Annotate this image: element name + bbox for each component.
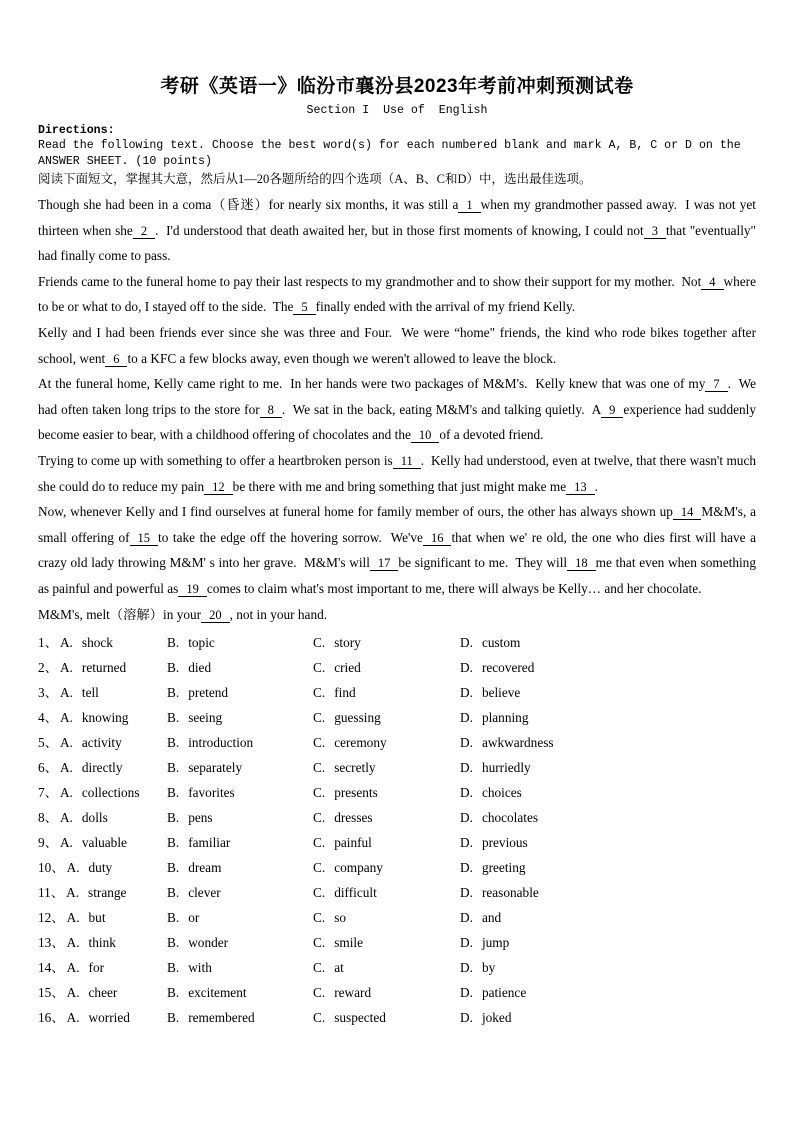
option-label: A. — [59, 635, 73, 651]
cloze-blank-19: 19 — [178, 582, 207, 597]
passage-paragraph: Though she had been in a coma（昏迷）for nearly six months, it was still a 1 when my grandmother passed away. I was not yet thirteen when she 2 . I'd understood that death awaited her, but in those first moments of knowing, I could not 3 that "eventually" had finally come to pass. — [38, 197, 760, 264]
option-cell-b — [167, 905, 313, 930]
directions-block — [38, 123, 756, 188]
option-text: clever — [188, 885, 221, 901]
question-number: 10、 — [38, 860, 65, 876]
option-text: jump — [481, 935, 510, 951]
passage-paragraph: Trying to come up with something to offer a heartbroken person is 11 . Kelly had understood, even at twelve, that there wasn't much she could do to reduce my pain 12 be there with me and bring something that just might make me 13 . — [38, 452, 760, 494]
cloze-blank-2: 2 — [133, 224, 155, 239]
cloze-blank-15: 15 — [130, 531, 159, 546]
option-text: wonder — [188, 935, 229, 951]
option-label: C. — [313, 635, 326, 651]
question-row — [38, 655, 756, 680]
option-text: pretend — [188, 685, 229, 701]
option-label: D. — [460, 760, 473, 776]
option-text: cheer — [88, 985, 118, 1001]
option-cell-c — [313, 830, 460, 855]
option-label: D. — [460, 635, 473, 651]
option-cell-a — [38, 905, 167, 930]
option-text: dresses — [334, 810, 373, 826]
option-label: D. — [460, 835, 473, 851]
option-text: believe — [481, 685, 521, 701]
cloze-blank-4: 4 — [701, 275, 723, 290]
option-label: D. — [460, 735, 473, 751]
option-cell-a — [38, 655, 167, 680]
option-label: A. — [59, 810, 73, 826]
cloze-blank-20: 20 — [201, 608, 230, 623]
option-label: A. — [59, 735, 73, 751]
question-row — [38, 980, 756, 1005]
option-text: joked — [481, 1010, 512, 1026]
option-label: A. — [59, 835, 73, 851]
directions-text-chinese: 阅读下面短文，掌握其大意，然后从1—20各题所给的四个选项（A、B、C和D）中，选出最佳选项。 — [38, 172, 592, 186]
cloze-blank-6: 6 — [105, 352, 127, 367]
option-text: cried — [334, 660, 361, 676]
question-row — [38, 730, 756, 755]
option-label: D. — [460, 885, 473, 901]
question-number: 8、 — [38, 810, 58, 826]
option-label: B. — [167, 785, 180, 801]
option-label: B. — [167, 985, 180, 1001]
option-text: reward — [334, 985, 372, 1001]
option-text: greeting — [481, 860, 526, 876]
option-cell-c — [313, 880, 460, 905]
option-cell-b — [167, 680, 313, 705]
option-text: but — [88, 910, 106, 926]
option-cell-c — [313, 755, 460, 780]
option-cell-d — [460, 780, 756, 805]
option-label: B. — [167, 735, 180, 751]
option-label: B. — [167, 910, 180, 926]
option-text: previous — [481, 835, 528, 851]
question-row — [38, 755, 756, 780]
passage-paragraph: Kelly and I had been friends ever since she was three and Four. We were “home" friends, the kind who rode bikes together after school, went 6 to a KFC a few blocks away, even though we weren't allowed to leave the block. — [38, 324, 760, 366]
question-row — [38, 630, 756, 655]
question-number: 7、 — [38, 785, 58, 801]
questions-list — [38, 630, 756, 1030]
option-cell-c — [313, 855, 460, 880]
question-row — [38, 830, 756, 855]
option-cell-a — [38, 830, 167, 855]
option-text: ceremony — [334, 735, 387, 751]
directions-label: Directions: — [38, 124, 115, 137]
option-label: D. — [460, 910, 473, 926]
option-label: C. — [313, 785, 326, 801]
option-text: favorites — [188, 785, 235, 801]
option-text: strange — [88, 885, 127, 901]
option-label: A. — [59, 760, 73, 776]
option-label: C. — [313, 910, 326, 926]
option-text: patience — [481, 985, 527, 1001]
option-label: D. — [460, 860, 473, 876]
option-text: and — [481, 910, 502, 926]
option-label: D. — [460, 685, 473, 701]
option-text: company — [334, 860, 383, 876]
option-cell-a — [38, 880, 167, 905]
question-row — [38, 805, 756, 830]
option-text: remembered — [188, 1010, 255, 1026]
option-text: worried — [88, 1010, 130, 1026]
option-text: returned — [81, 660, 127, 676]
option-label: B. — [167, 1010, 180, 1026]
section-heading: Section I Use of English — [306, 104, 488, 117]
option-cell-d — [460, 630, 756, 655]
option-cell-d — [460, 680, 756, 705]
option-text: separately — [188, 760, 243, 776]
option-cell-d — [460, 830, 756, 855]
option-label: D. — [460, 1010, 473, 1026]
option-text: died — [188, 660, 212, 676]
question-row — [38, 930, 756, 955]
question-number: 2、 — [38, 660, 58, 676]
option-label: C. — [313, 760, 326, 776]
option-cell-d — [460, 980, 756, 1005]
question-number: 4、 — [38, 710, 58, 726]
option-text: custom — [481, 635, 521, 651]
question-row — [38, 880, 756, 905]
option-text: valuable — [81, 835, 127, 851]
option-cell-a — [38, 805, 167, 830]
option-label: C. — [313, 985, 326, 1001]
option-label: B. — [167, 935, 180, 951]
option-label: A. — [59, 785, 73, 801]
option-cell-d — [460, 905, 756, 930]
option-cell-c — [313, 805, 460, 830]
question-row — [38, 905, 756, 930]
option-cell-c — [313, 905, 460, 930]
option-label: A. — [66, 910, 80, 926]
option-text: duty — [88, 860, 113, 876]
option-text: smile — [334, 935, 364, 951]
option-label: A. — [66, 860, 80, 876]
option-label: A. — [59, 660, 73, 676]
question-row — [38, 705, 756, 730]
cloze-blank-16: 16 — [423, 531, 452, 546]
option-cell-a — [38, 1005, 167, 1030]
option-label: A. — [59, 710, 73, 726]
option-cell-a — [38, 680, 167, 705]
option-cell-a — [38, 630, 167, 655]
cloze-blank-3: 3 — [644, 224, 666, 239]
option-cell-c — [313, 730, 460, 755]
option-cell-d — [460, 955, 756, 980]
option-text: painful — [334, 835, 372, 851]
passage — [38, 192, 760, 627]
option-cell-d — [460, 805, 756, 830]
option-label: C. — [313, 1010, 326, 1026]
option-cell-b — [167, 655, 313, 680]
page-title: 考研《英语一》临汾市襄汾县2023年考前冲刺预测试卷 — [160, 76, 634, 97]
question-number: 1、 — [38, 635, 58, 651]
option-cell-d — [460, 880, 756, 905]
option-cell-d — [460, 755, 756, 780]
option-text: shock — [81, 635, 113, 651]
option-label: C. — [313, 710, 326, 726]
question-number: 6、 — [38, 760, 58, 776]
passage-paragraph: At the funeral home, Kelly came right to me. In her hands were two packages of M&M's. Kelly knew that was one of my 7 . We had often taken long trips to the store for 8 . We sat in the back, eating M&M's and talking quietly. A 9 experience had suddenly become easier to bear, with a childhood offering of chocolates and the 10 of a devoted friend. — [38, 376, 760, 443]
option-text: introduction — [188, 735, 254, 751]
question-number: 5、 — [38, 735, 58, 751]
option-label: C. — [313, 960, 326, 976]
option-text: topic — [188, 635, 215, 651]
option-label: A. — [59, 685, 73, 701]
option-cell-b — [167, 930, 313, 955]
option-text: with — [188, 960, 212, 976]
option-text: or — [188, 910, 200, 926]
option-cell-b — [167, 705, 313, 730]
option-cell-a — [38, 955, 167, 980]
option-cell-c — [313, 930, 460, 955]
option-label: B. — [167, 860, 180, 876]
option-cell-a — [38, 705, 167, 730]
option-text: difficult — [334, 885, 377, 901]
option-cell-b — [167, 830, 313, 855]
option-label: A. — [66, 985, 80, 1001]
question-number: 13、 — [38, 935, 65, 951]
option-label: D. — [460, 785, 473, 801]
passage-paragraph: Friends came to the funeral home to pay their last respects to my grandmother and to show their support for my mother. Not 4 where to be or what to do, I stayed off to the side. The 5 finally ended with the arrival of my friend Kelly. — [38, 273, 760, 315]
option-text: activity — [81, 735, 122, 751]
option-label: D. — [460, 710, 473, 726]
option-cell-d — [460, 705, 756, 730]
option-cell-b — [167, 630, 313, 655]
option-label: C. — [313, 685, 326, 701]
option-cell-b — [167, 755, 313, 780]
option-text: at — [334, 960, 344, 976]
question-row — [38, 955, 756, 980]
option-text: story — [334, 635, 361, 651]
option-text: recovered — [481, 660, 535, 676]
passage-paragraph: M&M's, melt（溶解）in your 20 , not in your hand. — [38, 606, 328, 622]
option-label: C. — [313, 735, 326, 751]
option-text: collections — [81, 785, 140, 801]
option-text: hurriedly — [481, 760, 531, 776]
option-cell-c — [313, 980, 460, 1005]
question-number: 9、 — [38, 835, 58, 851]
option-label: D. — [460, 935, 473, 951]
option-label: B. — [167, 660, 180, 676]
cloze-blank-17: 17 — [370, 556, 399, 571]
option-text: choices — [481, 785, 522, 801]
option-label: B. — [167, 835, 180, 851]
option-cell-b — [167, 855, 313, 880]
option-cell-d — [460, 855, 756, 880]
option-label: C. — [313, 810, 326, 826]
option-cell-b — [167, 955, 313, 980]
question-row — [38, 780, 756, 805]
option-cell-c — [313, 1005, 460, 1030]
option-text: pens — [188, 810, 213, 826]
option-text: think — [88, 935, 116, 951]
option-cell-d — [460, 655, 756, 680]
option-label: B. — [167, 885, 180, 901]
cloze-blank-5: 5 — [293, 300, 315, 315]
option-text: awkwardness — [481, 735, 554, 751]
cloze-blank-12: 12 — [204, 480, 233, 495]
option-cell-a — [38, 755, 167, 780]
option-cell-b — [167, 780, 313, 805]
option-cell-c — [313, 955, 460, 980]
cloze-blank-7: 7 — [705, 377, 727, 392]
option-label: A. — [66, 885, 80, 901]
question-number: 12、 — [38, 910, 65, 926]
option-label: D. — [460, 810, 473, 826]
cloze-blank-11: 11 — [393, 454, 421, 469]
option-label: A. — [66, 960, 80, 976]
option-label: D. — [460, 960, 473, 976]
directions-text-english: Read the following text. Choose the best word(s) for each numbered blank and mark A, B, C or D on the ANSWER SHEET. (10 points) — [38, 139, 748, 168]
option-label: D. — [460, 660, 473, 676]
option-text: dream — [188, 860, 222, 876]
option-label: B. — [167, 960, 180, 976]
option-cell-c — [313, 655, 460, 680]
cloze-blank-1: 1 — [458, 198, 480, 213]
option-text: so — [334, 910, 347, 926]
option-cell-a — [38, 780, 167, 805]
option-label: B. — [167, 810, 180, 826]
option-label: C. — [313, 835, 326, 851]
option-cell-b — [167, 730, 313, 755]
option-label: B. — [167, 760, 180, 776]
option-text: dolls — [81, 810, 108, 826]
cloze-blank-8: 8 — [260, 403, 282, 418]
option-text: knowing — [81, 710, 129, 726]
option-cell-d — [460, 1005, 756, 1030]
option-cell-b — [167, 980, 313, 1005]
question-row — [38, 1005, 756, 1030]
question-number: 14、 — [38, 960, 65, 976]
option-text: seeing — [188, 710, 223, 726]
option-label: C. — [313, 885, 326, 901]
option-cell-c — [313, 705, 460, 730]
question-row — [38, 855, 756, 880]
cloze-blank-13: 13 — [566, 480, 595, 495]
option-text: excitement — [188, 985, 247, 1001]
option-text: planning — [481, 710, 529, 726]
cloze-blank-14: 14 — [673, 505, 702, 520]
question-number: 16、 — [38, 1010, 65, 1026]
option-text: reasonable — [481, 885, 539, 901]
option-label: A. — [66, 935, 80, 951]
option-cell-c — [313, 680, 460, 705]
option-text: secretly — [334, 760, 376, 776]
option-text: by — [481, 960, 496, 976]
cloze-blank-18: 18 — [567, 556, 596, 571]
option-label: B. — [167, 710, 180, 726]
question-number: 15、 — [38, 985, 65, 1001]
option-cell-a — [38, 930, 167, 955]
option-label: D. — [460, 985, 473, 1001]
question-number: 11、 — [38, 885, 65, 901]
option-cell-b — [167, 880, 313, 905]
option-cell-a — [38, 730, 167, 755]
option-cell-d — [460, 930, 756, 955]
passage-paragraph: Now, whenever Kelly and I find ourselves at funeral home for family member of ours, the other has always shown up 14 M&M's, a small offering of 15 to take the edge off the hovering sorrow. We've 16 that when we' re old, the one who dies first will have a crazy old lady throwing M&M' s into her grave. M&M's will 17 be significant to me. They will 18 me that even when something as painful and powerful as 19 comes to claim what's most important to me, there will always be Kelly… and her chocolate. — [38, 504, 760, 596]
option-cell-b — [167, 805, 313, 830]
option-text: chocolates — [481, 810, 539, 826]
option-label: B. — [167, 685, 180, 701]
option-cell-a — [38, 855, 167, 880]
option-text: guessing — [334, 710, 381, 726]
option-text: familiar — [188, 835, 231, 851]
option-cell-c — [313, 780, 460, 805]
option-label: A. — [66, 1010, 80, 1026]
option-text: directly — [81, 760, 123, 776]
option-text: find — [334, 685, 356, 701]
option-label: C. — [313, 860, 326, 876]
question-row — [38, 680, 756, 705]
option-cell-c — [313, 630, 460, 655]
option-text: for — [88, 960, 105, 976]
option-cell-a — [38, 980, 167, 1005]
option-text: suspected — [334, 1010, 386, 1026]
option-label: C. — [313, 660, 326, 676]
question-number: 3、 — [38, 685, 58, 701]
option-cell-d — [460, 730, 756, 755]
option-cell-b — [167, 1005, 313, 1030]
cloze-blank-10: 10 — [411, 428, 440, 443]
cloze-blank-9: 9 — [601, 403, 623, 418]
option-text: presents — [334, 785, 378, 801]
option-label: C. — [313, 935, 326, 951]
option-label: B. — [167, 635, 180, 651]
option-text: tell — [81, 685, 99, 701]
